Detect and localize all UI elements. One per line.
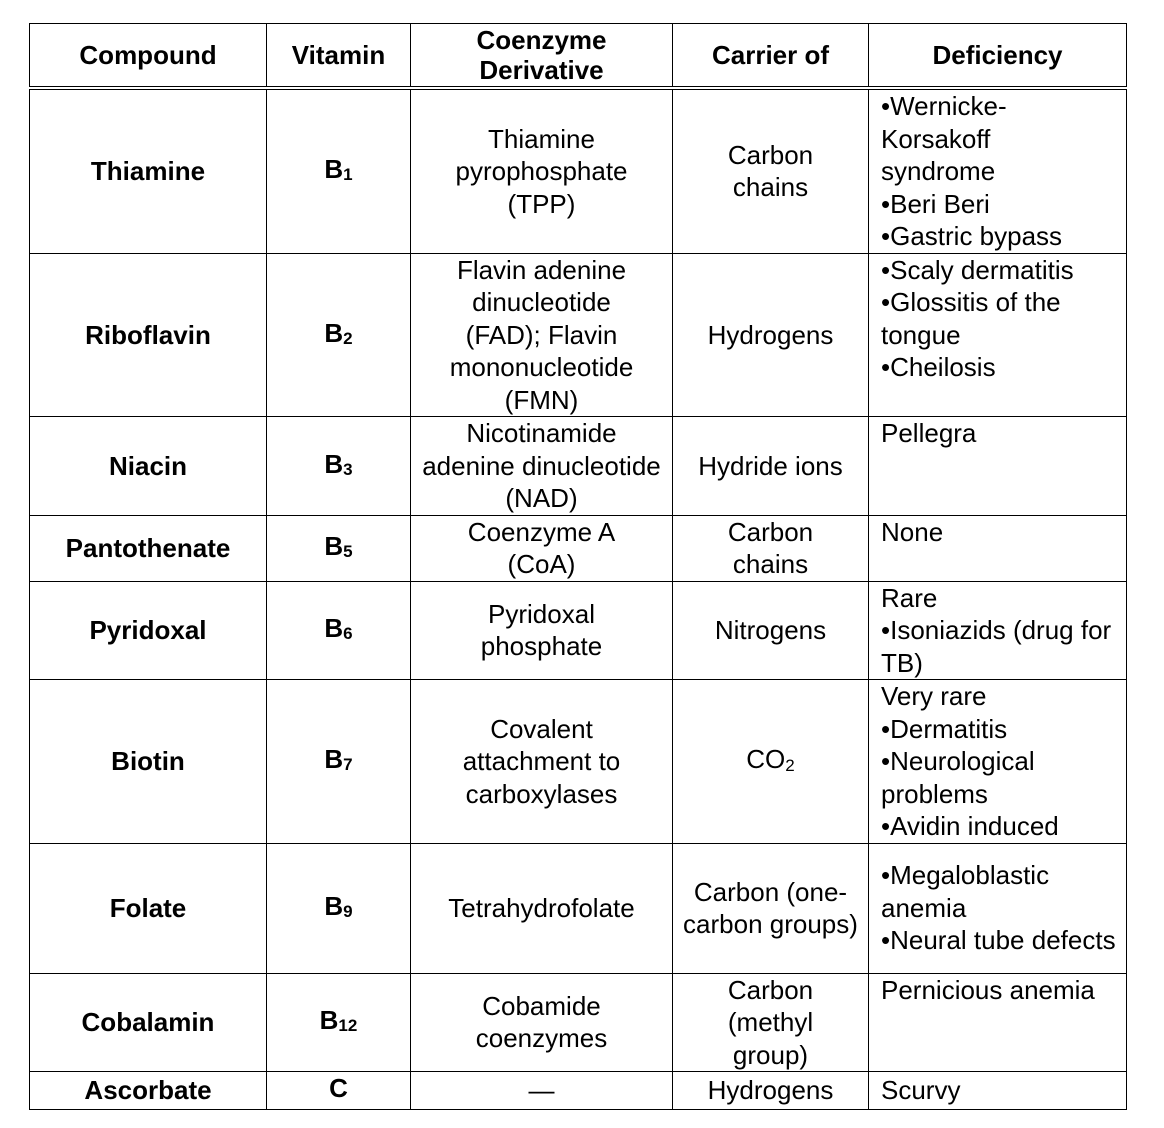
table-row bbox=[30, 973, 1127, 1072]
header-deficiency: Deficiency bbox=[869, 24, 1127, 89]
vitamin-letter: B bbox=[324, 890, 344, 921]
vitamin-cell bbox=[267, 515, 411, 581]
vitamin-cell bbox=[267, 417, 411, 516]
carrier-subscript: 2 bbox=[785, 756, 795, 775]
carrier-cell: Nitrogens bbox=[673, 581, 869, 680]
deficiency-line: •Scaly dermatitis bbox=[881, 254, 1074, 285]
vitamin-letter: B bbox=[324, 154, 344, 184]
table-row bbox=[30, 1072, 1127, 1110]
vitamin-letter: B bbox=[324, 613, 344, 643]
deficiency-line: •Neurological problems bbox=[881, 746, 1042, 809]
table-row bbox=[30, 253, 1127, 417]
vitamin-subscript: 6 bbox=[343, 624, 353, 643]
coenzyme-cell: Coenzyme A (CoA) bbox=[411, 515, 673, 581]
vitamin-subscript: 5 bbox=[343, 541, 353, 561]
table-row bbox=[30, 417, 1127, 516]
vitamin-letter: C bbox=[329, 1073, 348, 1103]
carrier-cell: Carbon (methyl group) bbox=[673, 973, 869, 1072]
deficiency-cell bbox=[869, 88, 1127, 253]
deficiency-line: •Glossitis of the tongue bbox=[881, 287, 1068, 350]
header-vitamin: Vitamin bbox=[267, 24, 411, 89]
vitamin-cell bbox=[267, 253, 411, 417]
vitamin-subscript: 1 bbox=[343, 165, 353, 184]
table-row bbox=[30, 680, 1127, 844]
vitamin-cell bbox=[267, 1072, 411, 1110]
compound-cell: Biotin bbox=[30, 680, 267, 844]
vitamin-letter: B bbox=[319, 1005, 339, 1035]
coenzyme-cell: — bbox=[411, 1072, 673, 1110]
carrier-cell: Hydrogens bbox=[673, 1072, 869, 1110]
vitamin-subscript: 2 bbox=[343, 328, 353, 348]
deficiency-cell bbox=[869, 417, 1127, 516]
carrier-cell: Carbon (one-carbon groups) bbox=[673, 843, 869, 973]
vitamin-cell bbox=[267, 843, 411, 973]
vitamin-table bbox=[29, 23, 1127, 1110]
coenzyme-cell: Thiamine pyrophosphate (TPP) bbox=[411, 88, 673, 253]
vitamin-letter: B bbox=[324, 317, 344, 348]
compound-cell: Pantothenate bbox=[30, 515, 267, 581]
deficiency-line: •Isoniazids (drug for TB) bbox=[881, 615, 1118, 678]
coenzyme-cell: Tetrahydrofolate bbox=[411, 843, 673, 973]
header-row bbox=[30, 24, 1127, 89]
carrier-cell: Hydrogens bbox=[673, 253, 869, 417]
header-coenzyme-derivative: Coenzyme Derivative bbox=[411, 24, 673, 89]
compound-cell: Thiamine bbox=[30, 88, 267, 253]
vitamin-cell bbox=[267, 680, 411, 844]
vitamin-cell bbox=[267, 973, 411, 1072]
vitamin-cell bbox=[267, 88, 411, 253]
deficiency-line: •Cheilosis bbox=[881, 352, 996, 382]
vitamin-letter: B bbox=[324, 448, 344, 479]
coenzyme-cell: Pyridoxal phosphate bbox=[411, 581, 673, 680]
table-row bbox=[30, 581, 1127, 680]
deficiency-line: None bbox=[881, 516, 944, 547]
deficiency-line: Scurvy bbox=[881, 1075, 961, 1105]
deficiency-line: Rare bbox=[881, 582, 938, 613]
deficiency-line: •Dermatitis bbox=[881, 713, 1008, 744]
carrier-cell: Carbon chains bbox=[673, 515, 869, 581]
table-row bbox=[30, 88, 1127, 253]
carrier-cell bbox=[673, 680, 869, 844]
coenzyme-cell: Nicotinamide adenine dinucleotide (NAD) bbox=[411, 417, 673, 516]
deficiency-line: Very rare bbox=[881, 681, 987, 711]
deficiency-line: •Neural tube defects bbox=[881, 925, 1116, 956]
deficiency-line: •Beri Beri bbox=[881, 188, 990, 219]
deficiency-cell bbox=[869, 581, 1127, 680]
vitamin-letter: B bbox=[324, 744, 344, 774]
table-row bbox=[30, 843, 1127, 973]
compound-cell: Niacin bbox=[30, 417, 267, 516]
carrier-text: CO bbox=[746, 744, 786, 774]
table-row bbox=[30, 515, 1127, 581]
vitamin-letter: B bbox=[324, 530, 344, 561]
deficiency-cell bbox=[869, 843, 1127, 973]
deficiency-line: •Gastric bypass bbox=[881, 221, 1063, 251]
coenzyme-cell: Cobamide coenzymes bbox=[411, 973, 673, 1072]
deficiency-cell bbox=[869, 973, 1127, 1072]
compound-cell: Ascorbate bbox=[30, 1072, 267, 1110]
vitamin-cell bbox=[267, 581, 411, 680]
carrier-cell: Hydride ions bbox=[673, 417, 869, 516]
deficiency-line: Pernicious anemia bbox=[881, 974, 1095, 1005]
compound-cell: Pyridoxal bbox=[30, 581, 267, 680]
deficiency-line: •Wernicke-Korsakoff syndrome bbox=[881, 91, 1007, 186]
carrier-cell: Carbon chains bbox=[673, 88, 869, 253]
compound-cell: Cobalamin bbox=[30, 973, 267, 1072]
compound-cell: Folate bbox=[30, 843, 267, 973]
vitamin-subscript: 9 bbox=[343, 901, 353, 921]
coenzyme-cell: Flavin adenine dinucleotide (FAD); Flavin mononucleotide (FMN) bbox=[411, 253, 673, 417]
deficiency-line: Pellegra bbox=[881, 418, 977, 448]
header-compound: Compound bbox=[30, 24, 267, 89]
vitamin-subscript: 3 bbox=[343, 459, 353, 479]
compound-cell: Riboflavin bbox=[30, 253, 267, 417]
deficiency-cell bbox=[869, 1072, 1127, 1110]
deficiency-cell bbox=[869, 680, 1127, 844]
vitamin-subscript: 7 bbox=[343, 755, 353, 774]
deficiency-cell bbox=[869, 515, 1127, 581]
deficiency-line: •Avidin induced bbox=[881, 811, 1059, 841]
vitamin-subscript: 12 bbox=[338, 1016, 358, 1035]
coenzyme-cell: Covalent attachment to carboxylases bbox=[411, 680, 673, 844]
header-carrier-of: Carrier of bbox=[673, 24, 869, 89]
deficiency-line: •Megaloblastic anemia bbox=[881, 860, 1057, 923]
deficiency-cell bbox=[869, 253, 1127, 417]
